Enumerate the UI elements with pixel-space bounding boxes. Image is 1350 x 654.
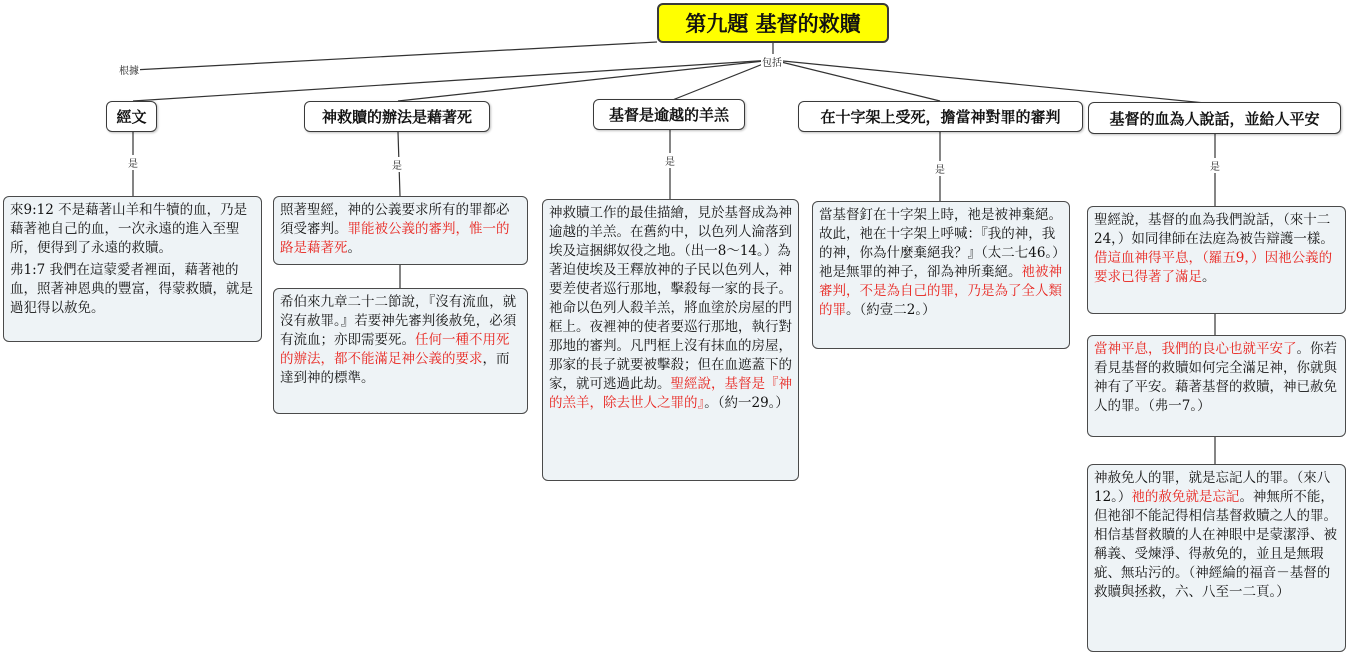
branch-blood-peace[interactable]: 基督的血為人說話，並給人平安 <box>1088 102 1341 134</box>
note-cross-text: 當基督釘在十字架上時，祂是被神棄絕。故此，祂在十字架上呼喊：『我的神，我的神，你為什麼棄絕我？』（太二七46。）祂是無罪的神子，卻為神所棄絕。 <box>819 207 1062 280</box>
note-forgiveness-highlight: 祂的赦免就是忘記 <box>1131 489 1240 505</box>
note-blood-speaks-end: 。 <box>1202 269 1216 285</box>
note-blood-speaks <box>1087 206 1346 314</box>
branch-cross-judgment[interactable]: 在十字架上受死，擔當神對罪的審判 <box>798 101 1083 132</box>
note-scripture-heb: 來9:12 不是藉著山羊和牛犢的血，乃是藉著祂自己的血，一次永遠的進入至聖所，便得到了永遠的救贖。 <box>10 202 248 256</box>
link-label-basis: 根據 <box>118 62 140 77</box>
link-label-is-5: 是 <box>1209 158 1221 173</box>
note-forgiveness <box>1087 464 1346 652</box>
branch-death[interactable]: 神救贖的辦法是藉著死 <box>304 101 490 132</box>
note-death-judgment <box>273 196 528 265</box>
link-label-is-2: 是 <box>391 157 403 172</box>
note-death-blood-end: ，而達到神的標準。 <box>280 351 510 386</box>
note-blood-speaks-highlight: 借這血神得平息，（羅五9，）因祂公義的要求已得著了滿足 <box>1094 250 1333 285</box>
link-label-is-4: 是 <box>934 161 946 176</box>
link-label-includes: 包括 <box>761 54 783 69</box>
note-scripture <box>3 196 262 342</box>
note-scripture-eph: 弗1:7 我們在這蒙愛者裡面，藉著祂的血，照著神恩典的豐富，得蒙救贖，就是過犯得以赦免。 <box>10 262 253 316</box>
branch-passover-lamb[interactable]: 基督是逾越的羊羔 <box>593 99 745 130</box>
note-peace-text: 。你若看見基督的救贖如何完全滿足神，你就與神有了平安。藉著基督的救贖，神已赦免人的罪。（弗一7。） <box>1094 341 1337 414</box>
note-death-judgment-highlight: 罪能被公義的審判，惟一的路是藉著死 <box>280 221 510 256</box>
note-passover-lamb-text: 神救贖工作的最佳描繪，見於基督成為神逾越的羊羔。在舊約中，以色列人淪落到埃及這捆綁奴役之地。（出一8～14。）為著迫使埃及王釋放神的子民以色列人，神要差使者巡行那地，擊殺每一家的長子。祂命以色列人殺羊羔，將血塗於房屋的門框上。夜裡神的使者要巡行那地，執行對那地的審判。凡門框上沒有抹血的房屋，那家的長子就要被擊殺；但在血遮蓋下的家，就可逃過此劫。 <box>549 205 792 392</box>
root-topic[interactable]: 第九題 基督的救贖 <box>657 3 889 43</box>
branch-scripture[interactable]: 經文 <box>106 101 157 132</box>
note-death-blood <box>273 288 528 414</box>
note-forgiveness-text: 神赦免人的罪，就是忘記人的罪。（來八12。） <box>1094 470 1331 505</box>
note-cross <box>812 201 1070 349</box>
note-passover-lamb-highlight: 聖經說，基督是『神的羔羊，除去世人之罪的』 <box>549 376 792 411</box>
note-death-judgment-end: 。 <box>347 240 361 256</box>
note-peace <box>1087 335 1346 437</box>
link-label-is-1: 是 <box>127 155 139 170</box>
note-cross-end: 。（約壹二2。） <box>846 302 936 318</box>
note-death-blood-highlight: 任何一種不用死的辦法，都不能滿足神公義的要求 <box>280 332 510 367</box>
note-peace-highlight: 當神平息，我們的良心也就平安了 <box>1094 341 1297 357</box>
note-cross-highlight: 祂被神審判，不是為自己的罪，乃是為了全人類的罪 <box>819 264 1062 318</box>
note-forgiveness-end: 。神無所不能，但祂卻不能記得相信基督救贖之人的罪。相信基督救贖的人在神眼中是蒙潔淨、被稱義、受煉淨、得赦免的，並且是無瑕疵、無玷污的。（神經綸的福音－基督的救贖與拯救，六、八至一二頁。） <box>1094 489 1337 600</box>
note-death-judgment-text: 照著聖經，神的公義要求所有的罪都必須受審判。 <box>280 202 510 237</box>
link-label-is-3: 是 <box>664 153 676 168</box>
note-blood-speaks-text: 聖經說，基督的血為我們說話，（來十二24，）如同律師在法庭為被告辯護一樣。 <box>1094 212 1334 247</box>
note-passover-lamb <box>542 199 799 481</box>
note-death-blood-text: 希伯來九章二十二節說，『沒有流血，就沒有赦罪。』若要神先審判後赦免，必須有流血；亦即需要死。 <box>280 294 517 348</box>
note-passover-lamb-end: 。（約一29。） <box>704 395 789 411</box>
